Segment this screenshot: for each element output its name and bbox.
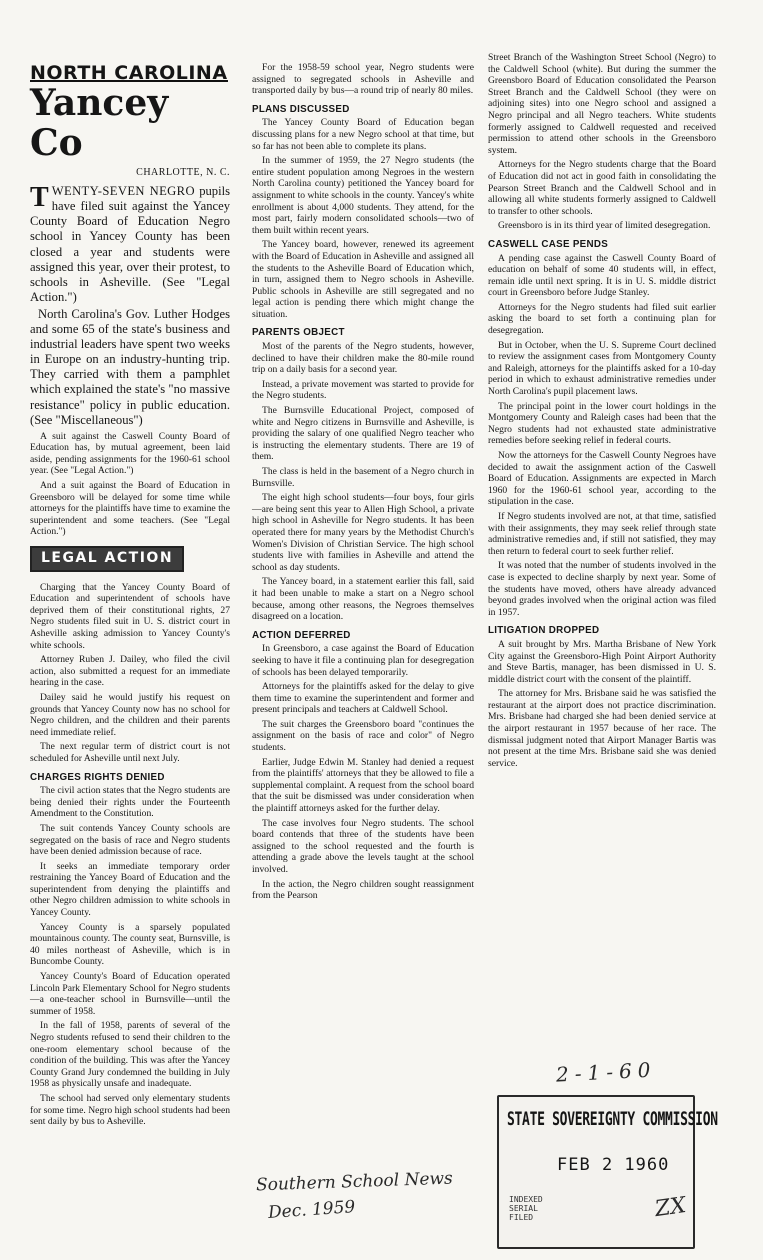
paragraph: Greensboro is in its third year of limited desegregation.	[498, 220, 711, 232]
paragraph: The eight high school students—four boys, four girls—are being sent this year to Allen High School, a private high school in Asheville for Negro students. It has been operated there for many years by the Methodist Church's Women's Division of Christian Service. The high school students live with families in Asheville and attend the school as day students.	[252, 492, 474, 573]
paragraph: A pending case against the Caswell County Board of education on behalf of some 40 students will, in effect, remain idle until next spring. It is in U. S. middle district court in Greensboro before Judge Stanley.	[488, 252, 716, 299]
paragraph: Dailey said he would justify his request on grounds that Yancey County now has no school for Negro children, and the children and their parents need immediate relief.	[30, 691, 230, 738]
received-stamp	[497, 1095, 718, 1249]
stamp-title: STATE SOVEREIGNTY COMMISSION	[507, 1109, 718, 1131]
paragraph: The principal point in the lower court holdings in the Montgomery County and Raleigh cases had been that the Negro students had not exhausted state administrative remedies before seeking relief in federal courts.	[488, 400, 716, 447]
paragraph: The Yancey board, in a statement earlier this fall, said it had been unable to make a start on a Negro school because, among other reasons, the Negroes themselves disagreed on a location.	[252, 576, 474, 623]
paragraph: The suit contends Yancey County schools are segregated on the basis of race and Negro students have been denied admission because of race.	[30, 822, 230, 858]
paragraph: The Yancey County Board of Education began discussing plans for a new Negro school at that time, but so far has not been able to complete its plans.	[252, 117, 474, 152]
lead-smallcaps: WENTY-SEVEN NEGRO	[51, 184, 195, 199]
paragraph: Attorneys for the plaintiffs asked for the delay to give them time to examine the superintendent and former and present principals and teachers at Caldwell School.	[252, 681, 474, 716]
lead-text: pupils have filed suit against the Yancey County Board of Education Negro school in Yancey County has been closed a year and students were assigned this year, over their protest, to schools in Asheville. (See "Legal Action.")	[30, 184, 230, 304]
paragraph: Most of the parents of the Negro students, however, declined to have their children make the 80-mile round trip on a daily basis for a second year.	[252, 341, 474, 376]
paragraph: Attorney Ruben J. Dailey, who filed the civil action, also submitted a request for an immediate hearing in the case.	[30, 654, 230, 689]
paragraph: The suit charges the Greensboro board "continues the assignment on the basis of race and color" of Negro students.	[252, 718, 474, 754]
paragraph: The next regular term of district court is not scheduled for Asheville until next July.	[30, 741, 230, 764]
column-2	[252, 62, 474, 905]
paragraph: If Negro students involved are not, at that time, satisfied with their assignments, they may seek relief through state administrative remedies and, if still not satisfied, they may then return to federal court to seek further relief.	[488, 510, 716, 557]
paragraph: Yancey County is a sparsely populated mountainous county. The county seat, Burnsville, is 40 miles northeast of Asheville, which is in Buncombe County.	[30, 921, 230, 968]
subhead: ACTION DEFERRED	[252, 629, 351, 641]
subhead: CHARGES RIGHTS DENIED	[30, 771, 165, 783]
subhead: LITIGATION DROPPED	[488, 625, 600, 637]
paragraph: In the action, the Negro children sought reassignment from the Pearson	[252, 878, 474, 902]
lead-section	[30, 184, 230, 428]
headline: Yancey Co	[30, 81, 169, 164]
state-kicker: NORTH CAROLINA	[30, 62, 228, 84]
paragraph: The case involves four Negro students. The school board contends that three of the students have been assigned to the school requested and the fourth is attending a grade above the levels taught at the school involved.	[252, 817, 474, 875]
stamp-indexed-labels	[509, 1195, 543, 1222]
column-1	[30, 0, 230, 1131]
paragraph: Now the attorneys for the Caswell County Negroes have decided to await the assignment action of the Caswell Board of Education. Assignments are expected in March 1960 for the 1960-61 school year, according to the stipulation in the case.	[488, 450, 716, 508]
dateline: CHARLOTTE, N. C.	[136, 166, 230, 178]
paragraph: In the fall of 1958, parents of several of the Negro students refused to send their children to the one-room elementary school because of the condition of the building. This was after the Yancey County Grand Jury condemned the building in July 1958 as physically unsafe and inadequate.	[30, 1020, 230, 1090]
handwritten-date-mark: 2-1-60	[555, 1057, 657, 1087]
paragraph: The Burnsville Educational Project, composed of white and Negro citizens in Burnsville and Asheville, is providing the salary of one qualified Negro teacher who is instructing the elementary students. There are 19 of them.	[252, 405, 474, 463]
handwritten-initials: ZX	[653, 1192, 688, 1223]
paragraph: Attorneys for the Negro students had filed suit earlier asking the board to set forth a continuing plan for desegregation.	[488, 301, 716, 337]
paragraph: In the summer of 1959, the 27 Negro students (the entire student population among Negroes in the western North Carolina county) petitioned the Yancey board for assignment to white schools in the county. Yancey's white enrollment is about 4,000 students. They attend, for the most part, fairly modern consolidated schools—two of them built within recent years.	[252, 155, 474, 236]
paragraph: It was noted that the number of students involved in the case is expected to decline sharply by next year. Some of the students have moved, others have already advanced beyond grades involved when the original action was filed in 1957.	[488, 560, 716, 618]
stamp-label: SERIAL	[509, 1204, 538, 1213]
subhead: CASWELL CASE PENDS	[488, 238, 609, 250]
paragraph: A suit against the Caswell County Board of Education has, by mutual agreement, been laid aside, pending assignments for the 1960-61 school year. (See "Legal Action.")	[30, 430, 230, 477]
lead-paragraph-1	[30, 184, 230, 305]
paragraph: A suit brought by Mrs. Martha Brisbane of New York City against the Greensboro-High Point Airport Authority and Steve Bartis, manager, has been dismissed in U. S. middle district court with the consent of the plaintiff.	[488, 638, 716, 685]
stamp-date: FEB 2 1960	[557, 1155, 670, 1175]
paragraph: The class is held in the basement of a Negro church in Burnsville.	[252, 466, 474, 489]
paragraph: The civil action states that the Negro students are being denied their rights under the Fourteenth Amendment to the Constitution.	[30, 785, 230, 820]
paragraph: But in October, when the U. S. Supreme Court declined to review the assignment cases from Montgomery County and Raleigh, attorneys for the plaintiffs asked for a 10-day period in which to exhaust administrative remedies under North Carolina's pupil placement laws.	[488, 339, 716, 398]
paragraph: Street Branch of the Washington Street School (Negro) to the Caldwell School (white). But during the summer the Greensboro Board of Education consolidated the Pearson Street Branch and the Caldwell School (they were on adjoining sites) into one Negro school and assigned a Negro principal and all Negro teachers. White students formerly assigned to Caldwell requested and received permission to attend other schools in the Greensboro system.	[488, 52, 716, 156]
paragraph: Charging that the Yancey County Board of Education and superintendent of schools have deprived them of their constitutional rights, 27 Negro students filed suit in U. S. district court in Asheville asking admission to Yancey County's white schools.	[30, 581, 230, 651]
paragraph: The attorney for Mrs. Brisbane said he was satisfied the restaurant at the airport does not practice discrimination. Mrs. Brisbane had charged she had been denied service at the airport restaurant in 1957 because of her race. The dismissal judgment noted that Airport Manager Bartis was not present at the time Mrs. Brisbane said she was denied service.	[488, 688, 716, 769]
subhead: PARENTS OBJECT	[252, 327, 345, 339]
handwritten-date: Dec. 1959	[267, 1196, 356, 1224]
paragraph: In Greensboro, a case against the Board of Education seeking to have it file a continuing plan for desegregation of schools has been delayed temporarily.	[252, 643, 474, 678]
lead-paragraph-2: North Carolina's Gov. Luther Hodges and some 65 of the state's business and industrial leaders have spent two weeks in Europe on an industry-hunting trip. They carried with them a pamphlet which explained the state's "no massive resistance" policy in public education. (See "Miscellaneous")	[30, 306, 230, 427]
paragraph: And a suit against the Board of Education in Greensboro will be delayed for some time while attorneys for the plaintiffs have time to examine the superintendent and some teachers. (See "Legal Action.")	[30, 480, 230, 538]
column-3	[488, 52, 716, 772]
paragraph: It seeks an immediate temporary order restraining the Yancey Board of Education and the superintendent from denying the plaintiffs and other Negro children admission to white schools in Yancey County.	[30, 860, 230, 919]
paragraph: For the 1958-59 school year, Negro students were assigned to segregated schools in Asheville and transported daily by bus—a round trip of nearly 80 miles.	[252, 62, 474, 97]
paragraph: Yancey County's Board of Education operated Lincoln Park Elementary School for Negro students—a one-teacher school in Burnsville—until the summer of 1958.	[30, 971, 230, 1017]
subhead: PLANS DISCUSSED	[252, 103, 350, 115]
stamp-label: INDEXED	[509, 1195, 543, 1204]
paragraph: The school had served only elementary students for some time. Negro high school students had been sent daily by bus to Asheville.	[30, 1092, 230, 1128]
paragraph: Attorneys for the Negro students charge that the Board of Education did not act in good faith in consolidating the Pearson Street Branch and the Caldwell School and in allowing all white students formerly assigned to Caldwell to transfer to other schools.	[488, 159, 716, 217]
handwritten-source: Southern School News	[255, 1168, 454, 1196]
paragraph: Earlier, Judge Edwin M. Stanley had denied a request from the plaintiffs' attorneys that they be allowed to file a supplemental complaint. A request from the school board that the suit be dismissed was under consideration when the plaintiff attorneys asked for the further delay.	[252, 756, 474, 815]
stamp-label: FILED	[509, 1213, 534, 1222]
drop-cap: T	[30, 182, 49, 214]
section-banner: LEGAL ACTION	[30, 546, 184, 572]
paragraph: The Yancey board, however, renewed its agreement with the Board of Education in Asheville and assigned all the students to the Asheville Board of Education which, in turn, assigned them to Negro schools in Asheville. Public schools in Asheville are still segregated and no legal action is pending there which might change the situation.	[252, 239, 474, 320]
paragraph: Instead, a private movement was started to provide for the Negro students.	[252, 378, 474, 402]
